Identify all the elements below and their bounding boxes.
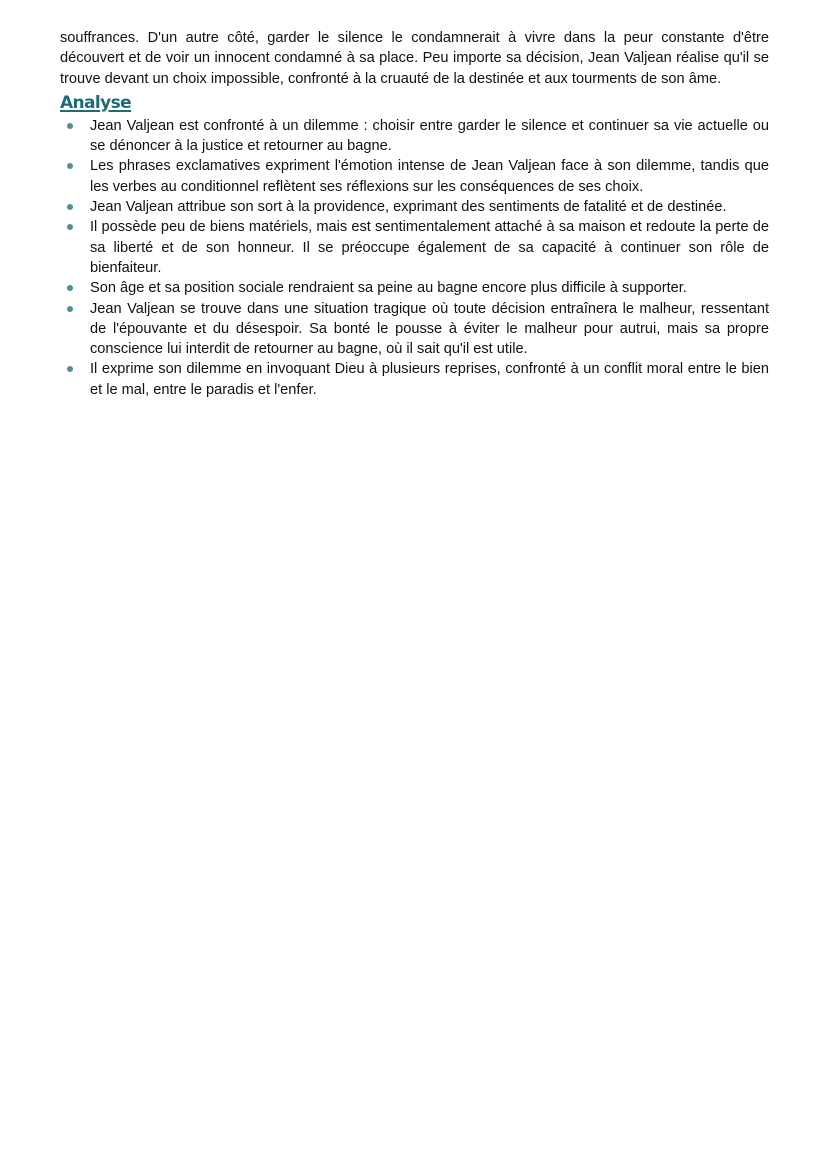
list-item-text: Jean Valjean se trouve dans une situation tragique où toute décision entraînera le malheur, ressentant de l'épouvante et du désespoir. Sa bonté le pousse à éviter le malheur pour autrui, mais sa propre conscience lui interdit de retourner au bagne, où il sait qu'il est utile. [90,300,769,358]
document-page [60,28,769,400]
bullet-icon [67,366,73,372]
list-item-text: Jean Valjean attribue son sort à la providence, exprimant des sentiments de fatalité et de destinée. [90,199,727,216]
bullet-icon [67,123,73,129]
bullet-icon [67,163,73,169]
list-item [60,299,769,360]
list-item-text: Il exprime son dilemme en invoquant Dieu à plusieurs reprises, confronté à un conflit moral entre le bien et le mal, entre le paradis et l'enfer. [90,361,769,398]
bullet-icon [67,224,73,230]
list-item [60,217,769,278]
analysis-list [60,116,769,400]
list-item-text: Son âge et sa position sociale rendraient sa peine au bagne encore plus difficile à supporter. [90,280,687,297]
list-item [60,156,769,197]
bullet-icon [67,204,73,210]
section-heading-analyse: Analyse [60,92,132,113]
list-item [60,197,769,217]
list-item [60,278,769,298]
bullet-icon [67,285,73,291]
list-item-text: Les phrases exclamatives expriment l'émotion intense de Jean Valjean face à son dilemme, tandis que les verbes au conditionnel reflètent ses réflexions sur les conséquences de ses choix. [90,158,769,195]
list-item [60,116,769,157]
list-item-text: Il possède peu de biens matériels, mais est sentimentalement attaché à sa maison et redoute la perte de sa liberté et de son honneur. Il se préoccupe également de sa capacité à continuer son rôle de bienfaiteur. [90,219,769,276]
list-item [60,359,769,400]
bullet-icon [67,306,73,312]
list-item-text: Jean Valjean est confronté à un dilemme : choisir entre garder le silence et continuer sa vie actuelle ou se dénoncer à la justice et retourner au bagne. [90,117,769,155]
intro-paragraph: souffrances. D'un autre côté, garder le silence le condamnerait à vivre dans la peur constante d'être découvert et de voir un innocent condamné à sa place. Peu importe sa décision, Jean Valjean réalise qu'il se trouve devant un choix impossible, confronté à la cruauté de la destinée et aux tourments de son âme. [60,30,769,87]
